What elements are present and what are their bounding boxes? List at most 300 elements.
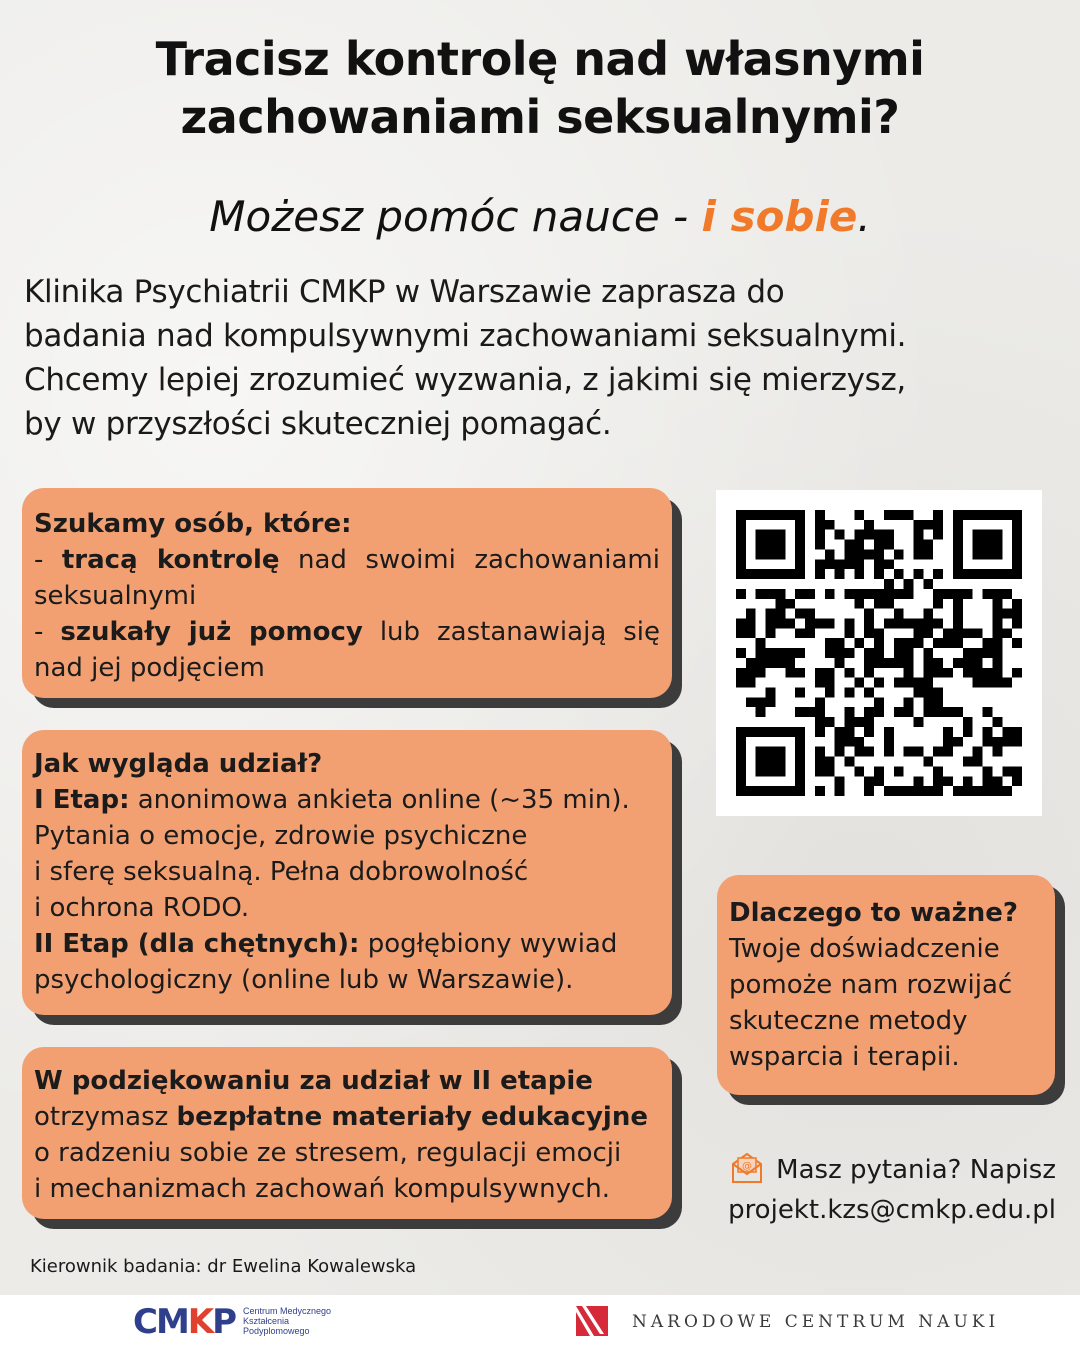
- qr-module: [775, 589, 785, 599]
- qr-module: [953, 599, 963, 609]
- qr-module: [795, 628, 805, 638]
- stage-1-line-4: i ochrona RODO.: [34, 893, 250, 923]
- qr-module: [864, 727, 874, 737]
- qr-module: [943, 668, 953, 678]
- qr-module: [874, 559, 884, 569]
- qr-module: [756, 707, 766, 717]
- qr-module: [874, 599, 884, 609]
- qr-module: [756, 766, 766, 776]
- qr-module: [854, 559, 864, 569]
- qr-module: [1012, 727, 1022, 737]
- subtitle-end: .: [857, 192, 871, 241]
- qr-module: [835, 648, 845, 658]
- qr-module: [766, 510, 776, 520]
- qr-module: [766, 618, 776, 628]
- qr-module: [746, 786, 756, 796]
- qr-module: [1002, 727, 1012, 737]
- qr-module: [983, 569, 993, 579]
- qr-module: [943, 776, 953, 786]
- qr-module: [756, 510, 766, 520]
- qr-module: [914, 628, 924, 638]
- qr-module: [904, 658, 914, 668]
- qr-module: [775, 658, 785, 668]
- qr-module: [756, 540, 766, 550]
- qr-module: [746, 510, 756, 520]
- stage-2-line-2: psychologiczny (online lub w Warszawie).: [34, 965, 574, 995]
- card-why-important: [717, 875, 1055, 1095]
- qr-module: [933, 688, 943, 698]
- qr-module: [963, 776, 973, 786]
- qr-module: [795, 727, 805, 737]
- qr-module: [983, 549, 993, 559]
- qr-module: [963, 628, 973, 638]
- mail-icon: [730, 1152, 764, 1193]
- qr-module: [1012, 540, 1022, 550]
- qr-module: [844, 618, 854, 628]
- card-why-line-3: skuteczne metody: [729, 1006, 968, 1036]
- qr-module: [854, 510, 864, 520]
- qr-module: [844, 648, 854, 658]
- qr-module: [963, 786, 973, 796]
- qr-module: [746, 697, 756, 707]
- qr-module: [894, 658, 904, 668]
- intro-line-4: by w przyszłości skuteczniej pomagać.: [24, 406, 612, 442]
- stage-2-text: pogłębiony wywiad: [359, 929, 618, 959]
- qr-module: [884, 727, 894, 737]
- qr-module: [963, 589, 973, 599]
- qr-module: [923, 540, 933, 550]
- qr-module: [1002, 628, 1012, 638]
- card-why-line-2: pomoże nam rozwijać: [729, 970, 1013, 1000]
- qr-module: [894, 569, 904, 579]
- qr-module: [775, 757, 785, 767]
- qr-module: [775, 727, 785, 737]
- qr-module: [992, 540, 1002, 550]
- qr-module: [736, 569, 746, 579]
- qr-module: [785, 510, 795, 520]
- qr-module: [854, 530, 864, 540]
- qr-module: [884, 540, 894, 550]
- qr-module: [766, 766, 776, 776]
- qr-module: [953, 569, 963, 579]
- card-who-heading: Szukamy osób, które:: [34, 509, 352, 539]
- qr-module: [1012, 549, 1022, 559]
- qr-module: [1002, 609, 1012, 619]
- qr-module: [983, 786, 993, 796]
- qr-module: [933, 697, 943, 707]
- qr-module: [736, 668, 746, 678]
- qr-module: [854, 540, 864, 550]
- qr-module: [923, 658, 933, 668]
- qr-module: [795, 737, 805, 747]
- qr-module: [874, 707, 884, 717]
- qr-module: [775, 786, 785, 796]
- qr-module: [795, 786, 805, 796]
- card-who-item-2: [34, 614, 660, 686]
- cmkp-desc-2: Kształcenia: [243, 1316, 290, 1326]
- qr-module: [983, 737, 993, 747]
- stage-1-label: I Etap:: [34, 785, 130, 815]
- qr-module: [914, 688, 924, 698]
- qr-module: [904, 786, 914, 796]
- qr-module: [953, 540, 963, 550]
- qr-module: [933, 707, 943, 717]
- qr-module: [923, 618, 933, 628]
- card-thanks: [22, 1047, 672, 1219]
- qr-module: [864, 549, 874, 559]
- qr-module: [904, 707, 914, 717]
- qr-module: [756, 549, 766, 559]
- qr-module: [933, 776, 943, 786]
- qr-module: [943, 747, 953, 757]
- stage-1-line-2: Pytania o emocje, zdrowie psychiczne: [34, 821, 528, 851]
- qr-module: [775, 609, 785, 619]
- contact-question: Masz pytania? Napisz: [776, 1155, 1056, 1185]
- qr-module: [874, 678, 884, 688]
- qr-module: [884, 559, 894, 569]
- card-who-we-seek: [22, 488, 672, 698]
- qr-module: [785, 618, 795, 628]
- qr-module: [923, 678, 933, 688]
- subtitle-main: Możesz pomóc nauce -: [209, 192, 702, 241]
- qr-module: [785, 569, 795, 579]
- qr-module: [884, 510, 894, 520]
- intro-line-1: Klinika Psychiatrii CMKP w Warszawie zaprasza do: [24, 274, 785, 310]
- qr-module: [963, 648, 973, 658]
- qr-module: [992, 648, 1002, 658]
- qr-module: [953, 520, 963, 530]
- qr-module: [785, 786, 795, 796]
- qr-module: [963, 727, 973, 737]
- stage-1-text: anonimowa ankieta online (~35 min).: [129, 785, 630, 815]
- qr-module: [736, 530, 746, 540]
- contact-line-1: [728, 1152, 1056, 1193]
- qr-code-graphic: [736, 510, 1022, 796]
- qr-module: [1012, 530, 1022, 540]
- qr-module: [923, 757, 933, 767]
- qr-module: [766, 727, 776, 737]
- qr-module: [835, 727, 845, 737]
- qr-module: [894, 707, 904, 717]
- qr-module: [815, 697, 825, 707]
- qr-module: [775, 648, 785, 658]
- qr-module: [953, 549, 963, 559]
- qr-module: [815, 540, 825, 550]
- qr-module: [835, 569, 845, 579]
- qr-module: [914, 776, 924, 786]
- qr-module: [953, 658, 963, 668]
- qr-module: [884, 737, 894, 747]
- card-thanks-line-3: o radzeniu sobie ze stresem, regulacji emocji: [34, 1138, 622, 1168]
- qr-module: [933, 747, 943, 757]
- qr-module: [904, 668, 914, 678]
- qr-module: [904, 579, 914, 589]
- qr-module: [795, 549, 805, 559]
- qr-module: [1012, 559, 1022, 569]
- qr-module: [766, 658, 776, 668]
- qr-module: [874, 766, 884, 776]
- qr-module: [844, 727, 854, 737]
- qr-module: [825, 757, 835, 767]
- qr-module: [825, 717, 835, 727]
- card-participation: [22, 730, 672, 1015]
- qr-module: [815, 618, 825, 628]
- qr-module: [1002, 737, 1012, 747]
- qr-module: [766, 628, 776, 638]
- qr-module: [775, 618, 785, 628]
- card-thanks-line-2: [34, 1099, 660, 1135]
- qr-module: [825, 766, 835, 776]
- study-leader: Kierownik badania: dr Ewelina Kowalewska: [30, 1256, 417, 1277]
- qr-module: [963, 668, 973, 678]
- qr-module: [825, 589, 835, 599]
- bullet-dash: -: [34, 617, 61, 647]
- qr-module: [992, 668, 1002, 678]
- card-who-item-1: [34, 542, 660, 614]
- qr-module: [795, 747, 805, 757]
- stage-2-label: II Etap (dla chętnych):: [34, 929, 360, 959]
- qr-module: [844, 559, 854, 569]
- qr-module: [795, 569, 805, 579]
- qr-module: [1002, 510, 1012, 520]
- qr-module: [953, 737, 963, 747]
- qr-module: [933, 520, 943, 530]
- qr-module: [992, 638, 1002, 648]
- qr-module: [835, 776, 845, 786]
- qr-module: [736, 678, 746, 688]
- ncn-logo-text: NARODOWE CENTRUM NAUKI: [632, 1312, 1000, 1332]
- qr-module: [992, 530, 1002, 540]
- card-why-line-1: Twoje doświadczenie: [729, 934, 1000, 964]
- qr-module: [835, 747, 845, 757]
- qr-module: [795, 648, 805, 658]
- qr-module: [756, 727, 766, 737]
- card-who-item-1-bold: tracą kontrolę: [61, 545, 280, 575]
- qr-module: [894, 678, 904, 688]
- qr-module: [992, 589, 1002, 599]
- qr-module: [864, 648, 874, 658]
- qr-code-icon[interactable]: [716, 490, 1042, 816]
- qr-module: [973, 658, 983, 668]
- qr-module: [943, 707, 953, 717]
- qr-module: [963, 510, 973, 520]
- qr-module: [785, 658, 795, 668]
- qr-module: [746, 618, 756, 628]
- qr-module: [943, 628, 953, 638]
- qr-module: [983, 648, 993, 658]
- qr-module: [953, 628, 963, 638]
- qr-module: [766, 757, 776, 767]
- qr-module: [992, 786, 1002, 796]
- qr-module: [874, 776, 884, 786]
- page-title: [0, 30, 1080, 146]
- qr-module: [864, 776, 874, 786]
- qr-module: [736, 747, 746, 757]
- qr-module: [854, 569, 864, 579]
- qr-module: [864, 747, 874, 757]
- qr-module: [914, 520, 924, 530]
- qr-module: [1012, 638, 1022, 648]
- qr-module: [874, 648, 884, 658]
- qr-module: [992, 549, 1002, 559]
- qr-module: [844, 688, 854, 698]
- qr-module: [756, 697, 766, 707]
- qr-module: [973, 747, 983, 757]
- qr-module: [805, 628, 815, 638]
- qr-module: [756, 658, 766, 668]
- cmkp-mark-cm: CM: [133, 1302, 188, 1342]
- qr-module: [825, 559, 835, 569]
- qr-module: [973, 510, 983, 520]
- qr-module: [766, 609, 776, 619]
- qr-module: [983, 678, 993, 688]
- intro-line-2: badania nad kompulsywnymi zachowaniami seksualnymi.: [24, 318, 907, 354]
- qr-module: [884, 599, 894, 609]
- qr-module: [1012, 737, 1022, 747]
- qr-module: [854, 549, 864, 559]
- ncn-logo-icon: [574, 1304, 610, 1338]
- qr-module: [943, 638, 953, 648]
- qr-module: [894, 589, 904, 599]
- bullet-dash: -: [34, 545, 62, 575]
- qr-module: [914, 569, 924, 579]
- qr-module: [815, 678, 825, 688]
- qr-module: [736, 727, 746, 737]
- qr-module: [854, 766, 864, 776]
- qr-module: [953, 707, 963, 717]
- qr-module: [894, 638, 904, 648]
- qr-module: [933, 530, 943, 540]
- qr-module: [854, 678, 864, 688]
- qr-module: [983, 707, 993, 717]
- qr-module: [874, 530, 884, 540]
- qr-module: [815, 559, 825, 569]
- qr-module: [815, 668, 825, 678]
- qr-module: [756, 638, 766, 648]
- qr-module: [992, 599, 1002, 609]
- qr-module: [1012, 776, 1022, 786]
- qr-module: [854, 737, 864, 747]
- qr-module: [756, 747, 766, 757]
- qr-module: [933, 510, 943, 520]
- qr-module: [775, 747, 785, 757]
- qr-module: [874, 697, 884, 707]
- qr-module: [904, 510, 914, 520]
- qr-module: [1012, 609, 1022, 619]
- qr-module: [933, 618, 943, 628]
- stage-1-line-3: i sferę seksualną. Pełna dobrowolność: [34, 857, 529, 887]
- card-thanks-heading: W podziękowaniu za udział w II etapie: [34, 1066, 593, 1096]
- qr-module: [874, 540, 884, 550]
- qr-module: [825, 618, 835, 628]
- qr-module: [815, 707, 825, 717]
- qr-module: [854, 589, 864, 599]
- qr-module: [933, 589, 943, 599]
- qr-module: [864, 658, 874, 668]
- qr-module: [953, 786, 963, 796]
- qr-module: [795, 776, 805, 786]
- qr-module: [1002, 678, 1012, 688]
- qr-module: [864, 668, 874, 678]
- qr-module: [864, 609, 874, 619]
- card-why-line-4: wsparcia i terapii.: [729, 1042, 960, 1072]
- qr-module: [884, 747, 894, 757]
- qr-module: [756, 757, 766, 767]
- qr-module: [795, 609, 805, 619]
- qr-module: [795, 688, 805, 698]
- subtitle: [0, 190, 1080, 244]
- qr-module: [943, 737, 953, 747]
- qr-module: [914, 786, 924, 796]
- qr-module: [795, 540, 805, 550]
- card-who-item-1-rest: nad swoimi zachowaniami seksualnymi: [34, 545, 660, 611]
- qr-module: [923, 688, 933, 698]
- qr-module: [766, 648, 776, 658]
- qr-module: [923, 707, 933, 717]
- contact-email[interactable]: projekt.kzs@cmkp.edu.pl: [728, 1195, 1056, 1225]
- qr-module: [864, 688, 874, 698]
- qr-module: [775, 530, 785, 540]
- qr-module: [904, 648, 914, 658]
- qr-module: [835, 658, 845, 668]
- qr-module: [775, 569, 785, 579]
- qr-module: [746, 678, 756, 688]
- qr-module: [933, 638, 943, 648]
- qr-module: [1012, 618, 1022, 628]
- contact-block: [728, 1152, 1056, 1227]
- qr-module: [953, 609, 963, 619]
- qr-module: [1002, 589, 1012, 599]
- qr-module: [874, 628, 884, 638]
- qr-module: [854, 747, 864, 757]
- qr-module: [766, 549, 776, 559]
- qr-module: [825, 549, 835, 559]
- qr-module: [923, 579, 933, 589]
- stage-1-line-1: [34, 782, 660, 818]
- title-line-1: Tracisz kontrolę nad własnymi: [155, 32, 925, 86]
- qr-module: [864, 589, 874, 599]
- qr-module: [914, 638, 924, 648]
- qr-module: [992, 776, 1002, 786]
- qr-module: [775, 540, 785, 550]
- qr-module: [864, 786, 874, 796]
- qr-module: [933, 668, 943, 678]
- qr-module: [815, 510, 825, 520]
- qr-module: [933, 658, 943, 668]
- qr-module: [914, 530, 924, 540]
- qr-module: [923, 697, 933, 707]
- qr-module: [914, 540, 924, 550]
- qr-module: [736, 766, 746, 776]
- qr-module: [1012, 599, 1022, 609]
- qr-module: [835, 638, 845, 648]
- qr-module: [736, 540, 746, 550]
- qr-module: [854, 599, 864, 609]
- qr-module: [953, 530, 963, 540]
- cmkp-mark-k: K: [187, 1302, 213, 1342]
- qr-module: [766, 540, 776, 550]
- qr-module: [805, 589, 815, 599]
- qr-module: [963, 717, 973, 727]
- qr-module: [953, 589, 963, 599]
- qr-module: [894, 510, 904, 520]
- qr-module: [864, 717, 874, 727]
- qr-module: [844, 540, 854, 550]
- qr-module: [923, 786, 933, 796]
- qr-module: [844, 668, 854, 678]
- qr-module: [736, 618, 746, 628]
- qr-module: [904, 697, 914, 707]
